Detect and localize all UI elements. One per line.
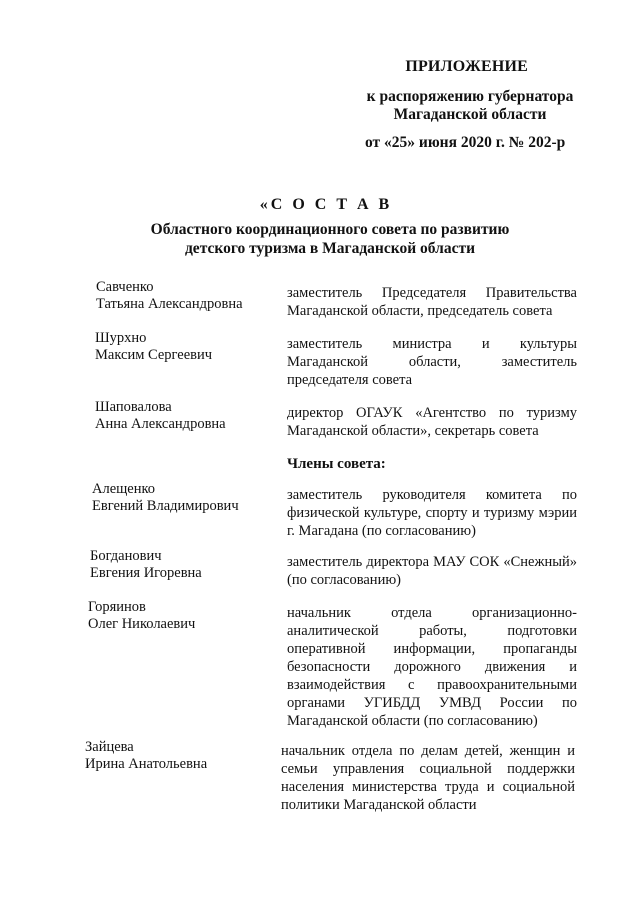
order-date: от «25» июня 2020 г. № 202-р [365,134,566,151]
order-reference [365,88,575,124]
document-subtitle-line1: Областного координационного совета по развитию [150,221,510,238]
member-given-names: Олег Николаевич [88,616,196,632]
member-given-names: Татьяна Александровна [96,296,243,312]
member-name [95,399,226,433]
member-given-names: Евгений Владимирович [92,498,239,514]
member-role: заместитель министра и культуры Магаданской области, заместитель председателя совета [287,336,577,388]
members-heading: Члены совета: [287,456,386,472]
member-surname: Шаповалова [95,399,172,415]
document-title: «С О С Т А В [259,196,393,213]
member-surname: Савченко [96,279,154,295]
member-role: директор ОГАУК «Агентство по туризму Магаданской области», секретарь совета [287,405,577,439]
member-name [88,599,195,633]
member-role: начальник отдела по делам детей, женщин и семьи управления социальной поддержки населения министерства труда и социальной политики Магаданской области [281,743,575,813]
member-surname: Зайцева [85,739,134,755]
member-name [85,739,207,773]
member-role: заместитель руководителя комитета по физической культуре, спорту и туризму мэрии г. Магадана (по согласованию) [287,487,577,539]
member-name [92,481,239,515]
order-reference-line1: к распоряжению губернатора [366,88,574,105]
member-name [96,279,243,313]
order-reference-line2: Магаданской области [393,106,547,123]
member-role: заместитель директора МАУ СОК «Снежный» (по согласованию) [287,554,577,588]
appendix-label: ПРИЛОЖЕНИЕ [405,58,528,75]
member-given-names: Евгения Игоревна [90,565,202,581]
document-subtitle-line2: детского туризма в Магаданской области [184,240,476,257]
member-given-names: Ирина Анатольевна [85,756,208,772]
member-name [90,548,202,582]
member-surname: Богданович [90,548,162,564]
member-given-names: Анна Александровна [95,416,226,432]
document-subtitle [120,220,540,258]
member-given-names: Максим Сергеевич [95,347,213,363]
member-role: заместитель Председателя Правительства Магаданской области, председатель совета [287,285,577,319]
member-surname: Алещенко [92,481,156,497]
member-surname: Горяинов [88,599,146,615]
member-name [95,330,212,364]
member-surname: Шурхно [95,330,147,346]
member-role: начальник отдела организационно-аналитической работы, подготовки оперативной информации, пропаганды безопасности дорожного движения и взаимодействия с правоохранительными органами УГИБДД УМВД России по Магаданской области (по согласованию) [287,605,577,729]
